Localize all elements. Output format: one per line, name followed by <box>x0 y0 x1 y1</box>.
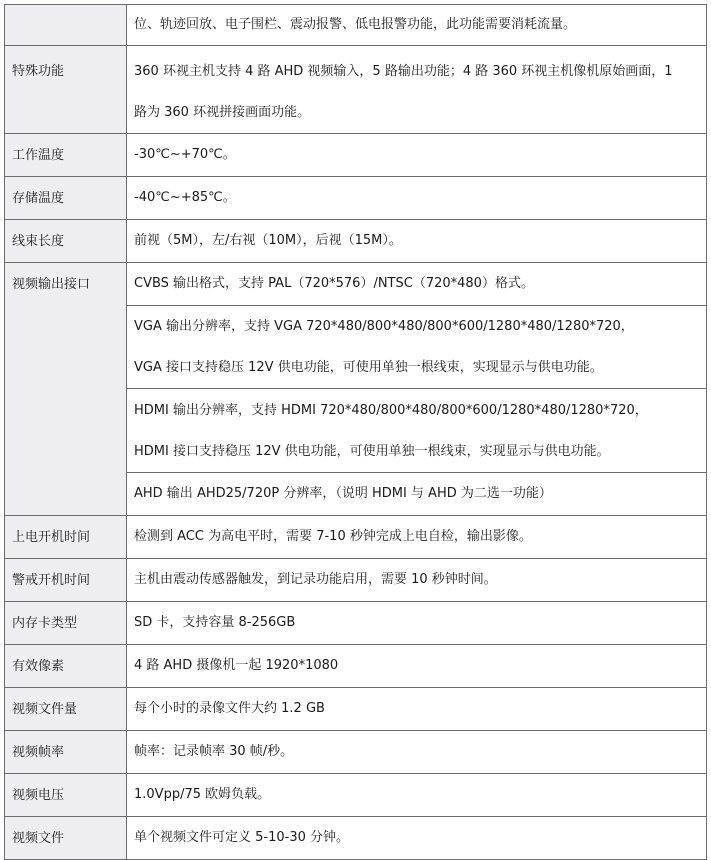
value-line: SD 卡，支持容量 8-256GB <box>134 615 296 630</box>
row-value <box>127 731 707 774</box>
value-line: 360 环视主机支持 4 路 AHD 视频输入，5 路输出功能；4 路 360 环视主机像机原始画面，1 <box>134 64 673 79</box>
table-row <box>5 46 707 134</box>
value-line: -30℃~+70℃。 <box>134 147 236 162</box>
row-value <box>127 46 707 134</box>
row-label: 工作温度 <box>5 134 127 177</box>
output-group-vga <box>127 305 706 388</box>
value-line: 每个小时的录像文件大约 1.2 GB <box>134 701 325 716</box>
row-label: 上电开机时间 <box>5 516 127 559</box>
value-line: 前视（5M），左/右视（10M），后视（15M）。 <box>134 233 402 248</box>
table-row <box>5 688 707 731</box>
row-value <box>127 774 707 817</box>
row-label: 视频帧率 <box>5 731 127 774</box>
row-value <box>127 516 707 559</box>
table-row <box>5 263 707 516</box>
table-row <box>5 220 707 263</box>
value-line: VGA 接口支持稳压 12V 供电功能，可使用单独一根线束，实现显示与供电功能。 <box>134 360 603 375</box>
row-value <box>127 688 707 731</box>
row-value <box>127 645 707 688</box>
row-label: 特殊功能 <box>5 46 127 134</box>
value-line: 帧率：记录帧率 30 帧/秒。 <box>134 744 294 759</box>
row-label: 视频电压 <box>5 774 127 817</box>
table-row <box>5 134 707 177</box>
value-line: 主机由震动传感器触发，到记录功能启用，需要 10 秒钟时间。 <box>134 572 497 587</box>
table-row <box>5 602 707 645</box>
row-value <box>127 5 707 46</box>
row-label: 线束长度 <box>5 220 127 263</box>
row-value <box>127 602 707 645</box>
table-row <box>5 645 707 688</box>
value-line: 路为 360 环视拼接画面功能。 <box>134 105 311 120</box>
value-line: AHD 输出 AHD25/720P 分辨率，（说明 HDMI 与 AHD 为二选一功能） <box>134 486 552 501</box>
row-value <box>127 177 707 220</box>
row-value <box>127 220 707 263</box>
row-label: 警戒开机时间 <box>5 559 127 602</box>
row-label: 内存卡类型 <box>5 602 127 645</box>
table-row <box>5 177 707 220</box>
output-group-ahd <box>127 472 706 515</box>
value-line: HDMI 输出分辨率，支持 HDMI 720*480/800*480/800*600/1280*480/1280*720， <box>134 403 648 418</box>
value-line: 位、轨迹回放、电子围栏、震动报警、低电报警功能，此功能需要消耗流量。 <box>134 17 577 32</box>
value-line: -40℃~+85℃。 <box>134 190 236 205</box>
row-label: 视频输出接口 <box>5 263 127 516</box>
row-value <box>127 263 707 516</box>
table-row <box>5 774 707 817</box>
value-line: VGA 输出分辨率，支持 VGA 720*480/800*480/800*600/1280*480/1280*720， <box>134 319 634 334</box>
spec-table <box>4 4 707 860</box>
row-value <box>127 134 707 177</box>
value-line: HDMI 接口支持稳压 12V 供电功能，可使用单独一根线束，实现显示与供电功能。 <box>134 444 610 459</box>
table-row <box>5 817 707 860</box>
output-group-hdmi <box>127 388 706 472</box>
table-row <box>5 559 707 602</box>
value-line: 单个视频文件可定义 5-10-30 分钟。 <box>134 830 350 845</box>
row-label: 存储温度 <box>5 177 127 220</box>
value-line: 4 路 AHD 摄像机一起 1920*1080 <box>134 658 339 673</box>
row-label: 视频文件 <box>5 817 127 860</box>
row-label: 有效像素 <box>5 645 127 688</box>
value-line: CVBS 输出格式，支持 PAL（720*576）/NTSC（720*480）格式。 <box>134 276 534 291</box>
value-line: 1.0Vpp/75 欧姆负载。 <box>134 787 271 802</box>
row-label <box>5 5 127 46</box>
table-row <box>5 5 707 46</box>
table-row <box>5 516 707 559</box>
value-line: 检测到 ACC 为高电平时，需要 7-10 秒钟完成上电自检，输出影像。 <box>134 529 532 544</box>
table-row <box>5 731 707 774</box>
output-group-cvbs <box>127 263 706 305</box>
row-value <box>127 817 707 860</box>
row-label: 视频文件量 <box>5 688 127 731</box>
row-value <box>127 559 707 602</box>
